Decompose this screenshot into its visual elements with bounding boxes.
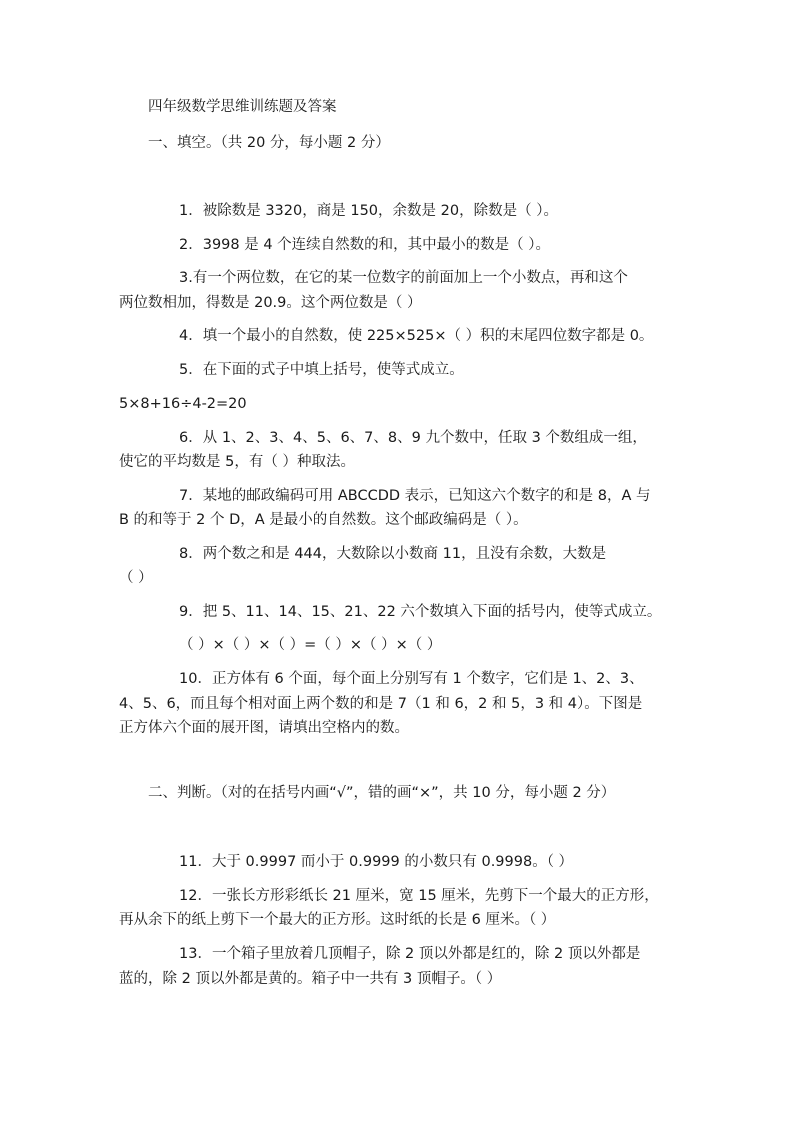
question-3-line-2: 两位数相加，得数是 20.9。这个两位数是（ ） (119, 295, 422, 311)
question-2: 2．3998 是 4 个连续自然数的和，其中最小的数是（ ）。 (179, 237, 551, 253)
question-13-line-1: 13．一个箱子里放着几顶帽子，除 2 顶以外都是红的，除 2 顶以外都是 (179, 946, 641, 962)
question-13-line-2: 蓝的，除 2 顶以外都是黄的。箱子中一共有 3 顶帽子。（ ） (119, 971, 502, 987)
question-3-line-1: 3.有一个两位数，在它的某一位数字的前面加上一个小数点，再和这个 (179, 270, 628, 286)
section-heading-fill-blank: 一、填空。（共 20 分，每小题 2 分） (148, 135, 390, 151)
question-12-line-2: 再从余下的纸上剪下一个最大的正方形。这时纸的长是 6 厘米。（ ） (119, 912, 556, 928)
question-5-expression: 5×8+16÷4-2=20 (119, 396, 247, 412)
question-1: 1．被除数是 3320，商是 150，余数是 20，除数是（ ）。 (179, 203, 558, 219)
question-8-line-2: （ ） (119, 570, 153, 586)
document-title: 四年级数学思维训练题及答案 (148, 99, 337, 115)
question-10-line-2: 4、5、6，而且每个相对面上两个数的和是 7（1 和 6，2 和 5，3 和 4）。下图是 (119, 696, 643, 712)
question-4: 4．填一个最小的自然数，使 225×525×（ ）积的末尾四位数字都是 0。 (179, 328, 654, 344)
question-9-expression: （ ）×（ ）×（ ）=（ ）×（ ）×（ ） (179, 637, 442, 653)
question-8-line-1: 8．两个数之和是 444，大数除以小数商 11，且没有余数，大数是 (179, 546, 607, 562)
question-10-line-3: 正方体六个面的展开图，请填出空格内的数。 (119, 720, 409, 736)
question-6-line-1: 6．从 1、2、3、4、5、6、7、8、9 九个数中，任取 3 个数组成一组， (179, 430, 647, 446)
question-7-line-1: 7．某地的邮政编码可用 ABCCDD 表示，已知这六个数字的和是 8，A 与 (179, 488, 651, 504)
question-7-line-2: B 的和等于 2 个 D，A 是最小的自然数。这个邮政编码是（ ）。 (119, 512, 528, 528)
question-5: 5．在下面的式子中填上括号，使等式成立。 (179, 362, 464, 378)
question-12-line-1: 12．一张长方形彩纸长 21 厘米，宽 15 厘米，先剪下一个最大的正方形， (179, 888, 659, 904)
question-10-line-1: 10．正方体有 6 个面，每个面上分别写有 1 个数字，它们是 1、2、3、 (179, 671, 644, 687)
question-9: 9．把 5、11、14、15、21、22 六个数填入下面的括号内，使等式成立。 (179, 604, 662, 620)
section-heading-true-false: 二、判断。（对的在括号内画“√”，错的画“×”，共 10 分，每小题 2 分） (148, 785, 616, 801)
question-6-line-2: 使它的平均数是 5，有（ ）种取法。 (119, 454, 355, 470)
question-11: 11．大于 0.9997 而小于 0.9999 的小数只有 0.9998。（ ） (179, 854, 574, 870)
